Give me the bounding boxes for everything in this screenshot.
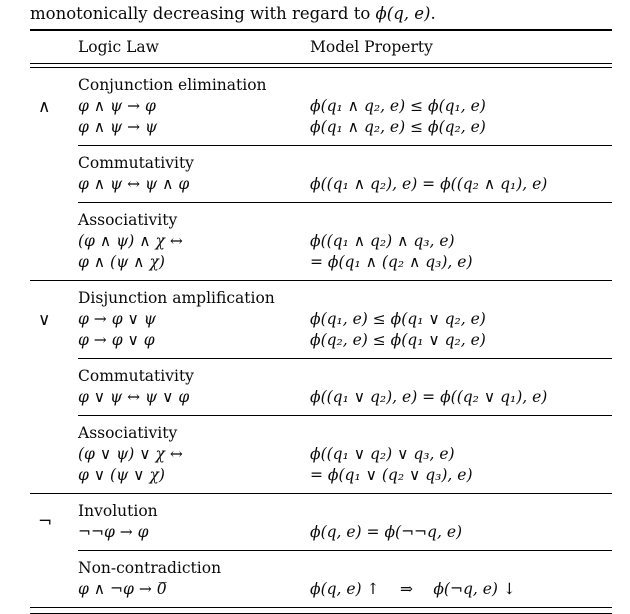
group-symbol-empty <box>30 558 78 600</box>
table-block-involution <box>30 494 612 550</box>
blank-line <box>310 75 612 96</box>
property-formula: ϕ(q₁ ∧ q₂, e) ≤ ϕ(q₂, e) <box>310 118 486 136</box>
law-formula: φ ∨ ψ ↔ ψ ∨ φ <box>78 388 190 406</box>
blank-line <box>310 558 612 579</box>
property-formula: ϕ(q₂, e) ≤ ϕ(q₁ ∨ q₂, e) <box>310 331 486 349</box>
caption-period: . <box>430 4 436 23</box>
logic-law-cell <box>78 558 310 600</box>
header-logic-law: Logic Law <box>78 38 159 56</box>
group-symbol-or: ∨ <box>38 309 51 330</box>
model-property-cell <box>310 366 612 408</box>
property-formula: ϕ(q₁ ∧ q₂, e) ≤ ϕ(q₁, e) <box>310 97 486 115</box>
law-formula: (φ ∧ ψ) ∧ χ ↔ <box>78 232 183 250</box>
blank-line <box>310 366 612 387</box>
logic-law-cell <box>78 423 310 486</box>
law-formula: φ → φ ∨ φ <box>78 331 155 349</box>
law-formula: φ ∧ ψ ↔ ψ ∧ φ <box>78 175 190 193</box>
law-formula: φ ∧ ¬φ → 0̅ <box>78 580 167 598</box>
logic-law-cell <box>78 501 310 543</box>
law-formula: φ ∧ (ψ ∧ χ) <box>78 253 165 271</box>
blank-line <box>310 288 612 309</box>
table-block-and-associativity <box>30 203 612 280</box>
model-property-cell <box>310 153 612 195</box>
law-formula: φ → φ ∨ ψ <box>78 310 156 328</box>
group-symbol-not: ¬ <box>38 512 53 532</box>
property-formula: ϕ(q, e) ↑ ⇒ ϕ(¬q, e) ↓ <box>310 580 516 598</box>
blank-line <box>310 423 612 444</box>
group-symbol-empty <box>30 153 78 195</box>
logic-law-cell <box>78 153 310 195</box>
law-title: Non-contradiction <box>78 559 222 577</box>
law-formula: (φ ∨ ψ) ∨ χ ↔ <box>78 445 183 463</box>
property-formula: ϕ((q₁ ∨ q₂), e) = ϕ((q₂ ∨ q₁), e) <box>310 388 548 406</box>
law-formula: φ ∧ ψ → ψ <box>78 118 158 136</box>
logic-law-cell <box>78 210 310 273</box>
logic-law-cell <box>78 366 310 408</box>
header-model-property: Model Property <box>310 38 433 56</box>
logic-law-cell <box>78 288 310 351</box>
group-symbol-empty <box>30 210 78 273</box>
model-property-cell <box>310 75 612 138</box>
table-block-disjunction-amplification <box>30 281 612 358</box>
property-formula: ϕ((q₁ ∨ q₂) ∨ q₃, e) <box>310 445 455 463</box>
logic-law-cell <box>78 75 310 138</box>
group-symbol-and: ∧ <box>38 96 51 117</box>
header-empty-cell <box>30 37 78 58</box>
model-property-cell <box>310 558 612 600</box>
law-title: Disjunction amplification <box>78 289 275 307</box>
property-formula: ϕ((q₁ ∧ q₂) ∧ q₃, e) <box>310 232 455 250</box>
law-title: Commutativity <box>78 367 194 385</box>
law-formula: ¬¬φ → φ <box>78 523 149 541</box>
group-symbol-empty <box>30 366 78 408</box>
caption-text: monotonically decreasing with regard to <box>30 4 376 23</box>
bottom-rule <box>30 607 612 614</box>
table-caption <box>30 1 612 29</box>
table-block-conjunction-elimination <box>30 68 612 145</box>
law-title: Conjunction elimination <box>78 76 267 94</box>
blank-line <box>310 501 612 522</box>
law-formula: φ ∧ ψ → φ <box>78 97 156 115</box>
law-title: Associativity <box>78 424 178 442</box>
law-formula: φ ∨ (ψ ∨ χ) <box>78 466 165 484</box>
property-formula: ϕ(q, e) = ϕ(¬¬q, e) <box>310 523 463 541</box>
model-property-cell <box>310 501 612 543</box>
model-property-cell <box>310 288 612 351</box>
property-formula: ϕ((q₁ ∧ q₂), e) = ϕ((q₂ ∧ q₁), e) <box>310 175 548 193</box>
property-formula: = ϕ(q₁ ∨ (q₂ ∨ q₃), e) <box>310 466 473 484</box>
law-title: Involution <box>78 502 158 520</box>
law-title: Commutativity <box>78 154 194 172</box>
table-header-row <box>30 31 612 63</box>
table-block-and-commutativity <box>30 146 612 202</box>
group-symbol-empty <box>30 423 78 486</box>
caption-math: ϕ(q, e) <box>375 4 431 23</box>
property-formula: = ϕ(q₁ ∧ (q₂ ∧ q₃), e) <box>310 253 473 271</box>
table-block-non-contradiction <box>30 551 612 607</box>
table-block-or-associativity <box>30 416 612 493</box>
blank-line <box>310 210 612 231</box>
property-formula: ϕ(q₁, e) ≤ ϕ(q₁ ∨ q₂, e) <box>310 310 486 328</box>
model-property-cell <box>310 210 612 273</box>
blank-line <box>310 153 612 174</box>
table-block-or-commutativity <box>30 359 612 415</box>
model-property-cell <box>310 423 612 486</box>
law-title: Associativity <box>78 211 178 229</box>
